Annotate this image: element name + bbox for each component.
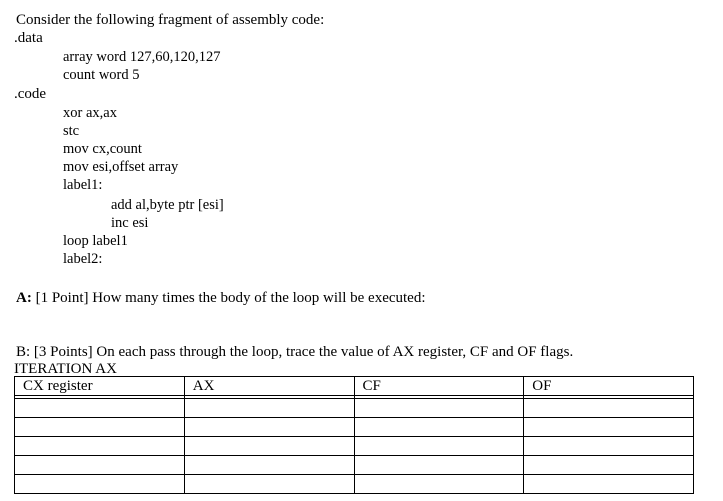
header-of: OF — [524, 377, 694, 396]
table-cell[interactable] — [354, 399, 524, 418]
code-line-loop: loop label1 — [63, 233, 128, 249]
loop-body-add: add al,byte ptr [esi] — [111, 197, 224, 213]
table-cell[interactable] — [15, 475, 185, 494]
code-line-mov-esi: mov esi,offset array — [63, 159, 179, 175]
table-cell[interactable] — [184, 475, 354, 494]
intro-text: Consider the following fragment of assembly code: — [16, 12, 325, 28]
trace-table — [14, 376, 694, 494]
code-line-xor: xor ax,ax — [63, 105, 117, 121]
table-row — [15, 437, 694, 456]
header-cf: CF — [354, 377, 524, 396]
table-row — [15, 475, 694, 494]
header-cx-register: CX register — [15, 377, 185, 396]
data-line-count: count word 5 — [63, 67, 140, 83]
table-cell[interactable] — [524, 399, 694, 418]
table-cell[interactable] — [184, 437, 354, 456]
code-section-label: .code — [14, 86, 47, 102]
table-cell[interactable] — [354, 456, 524, 475]
code-line-stc: stc — [63, 123, 80, 139]
table-cell[interactable] — [184, 456, 354, 475]
loop-body-inc: inc esi — [111, 215, 149, 231]
table-cell[interactable] — [354, 437, 524, 456]
table-cell[interactable] — [184, 418, 354, 437]
table-cell[interactable] — [184, 399, 354, 418]
question-a-prefix: A: — [16, 290, 32, 306]
table-cell[interactable] — [524, 418, 694, 437]
table-cell[interactable] — [15, 399, 185, 418]
table-row — [15, 456, 694, 475]
trace-table-header-row — [15, 377, 694, 396]
code-line-label1: label1: — [63, 177, 103, 193]
table-cell[interactable] — [15, 437, 185, 456]
question-a — [16, 289, 426, 307]
table-row — [15, 399, 694, 418]
table-cell[interactable] — [15, 456, 185, 475]
table-cell[interactable] — [354, 418, 524, 437]
code-line-label2: label2: — [63, 251, 103, 267]
table-cell[interactable] — [524, 475, 694, 494]
table-cell[interactable] — [524, 456, 694, 475]
table-row — [15, 418, 694, 437]
data-line-array: array word 127,60,120,127 — [63, 49, 221, 65]
question-b: B: [3 Points] On each pass through the loop, trace the value of AX register, CF and OF flags. — [16, 344, 574, 360]
header-ax: AX — [184, 377, 354, 396]
code-line-mov-cx: mov cx,count — [63, 141, 142, 157]
table-caption: ITERATION AX — [14, 361, 117, 377]
table-cell[interactable] — [15, 418, 185, 437]
table-cell[interactable] — [354, 475, 524, 494]
table-cell[interactable] — [524, 437, 694, 456]
question-a-text: [1 Point] How many times the body of the loop will be executed: — [31, 290, 426, 306]
data-section-label: .data — [14, 30, 43, 46]
